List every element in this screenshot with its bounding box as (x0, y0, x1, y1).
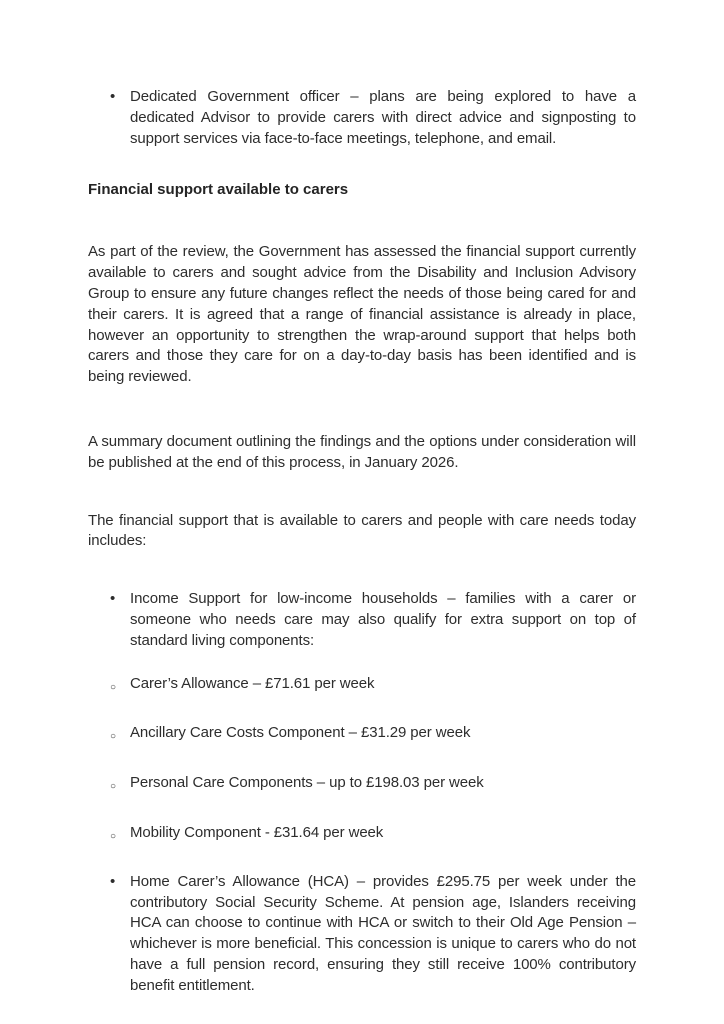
section-heading: Financial support available to carers (88, 181, 349, 199)
bullet-dedicated-officer-text: Dedicated Government officer – plans are being explored to have a dedicated Advisor to provide carers with direct advice and signposting to support services via face-to-face meetings, telephone, and email. (130, 88, 636, 147)
bullet-disc-icon: • (110, 590, 116, 608)
sub-bullet-ancillary-care-text: Ancillary Care Costs Component – £31.29 per week (130, 724, 471, 742)
bullet-circle-icon: ○ (110, 781, 116, 793)
bullet-income-support (88, 589, 636, 651)
bullet-disc-icon: • (110, 88, 116, 105)
sub-bullet-ancillary-care (88, 723, 636, 744)
paragraph-financial-support-intro: The financial support that is available to carers and people with care needs today includes: (88, 511, 636, 550)
bullet-circle-icon: ○ (110, 681, 116, 693)
sub-bullet-personal-care (88, 773, 636, 794)
sub-bullet-mobility (88, 823, 636, 844)
bullet-circle-icon: ○ (110, 731, 116, 743)
bullet-circle-icon: ○ (110, 830, 116, 842)
document-content (88, 87, 636, 997)
sub-bullet-carers-allowance-text: Carer’s Allowance – £71.61 per week (130, 674, 375, 692)
paragraph-summary-document: A summary document outlining the findings and the options under consideration will be published at the end of this process, in January 2026. (88, 432, 636, 471)
bullet-home-carers-allowance (88, 872, 636, 997)
sub-bullet-carers-allowance (88, 674, 636, 695)
sub-bullet-personal-care-text: Personal Care Components – up to £198.03 per week (130, 774, 484, 792)
bullet-home-carers-allowance-text: Home Carer’s Allowance (HCA) – provides £295.75 per week under the contributory Social Security Scheme. At pension age, Islanders receiving HCA can choose to continue with HCA or switch to their Old Age Pension – whichever is more beneficial. This concession is unique to carers who do not have a full pension record, ensuring they still receive 100% contributory benefit entitlement. (130, 872, 636, 994)
bullet-disc-icon: • (110, 872, 116, 890)
bullet-dedicated-officer (88, 87, 636, 149)
paragraph-review-assessment: As part of the review, the Government has assessed the financial support currently available to carers and sought advice from the Disability and Inclusion Advisory Group to ensure any future changes reflect the needs of those being cared for and their carers. It is agreed that a range of financial assistance is already in place, however an opportunity to strengthen the wrap-around support that helps both carers and those they care for on a day-to-day basis has been identified and is being reviewed. (88, 243, 636, 386)
sub-bullet-mobility-text: Mobility Component - £31.64 per week (130, 823, 384, 841)
bullet-income-support-text: Income Support for low-income households – families with a carer or someone who needs care may also qualify for extra support on top of standard living components: (130, 590, 636, 649)
